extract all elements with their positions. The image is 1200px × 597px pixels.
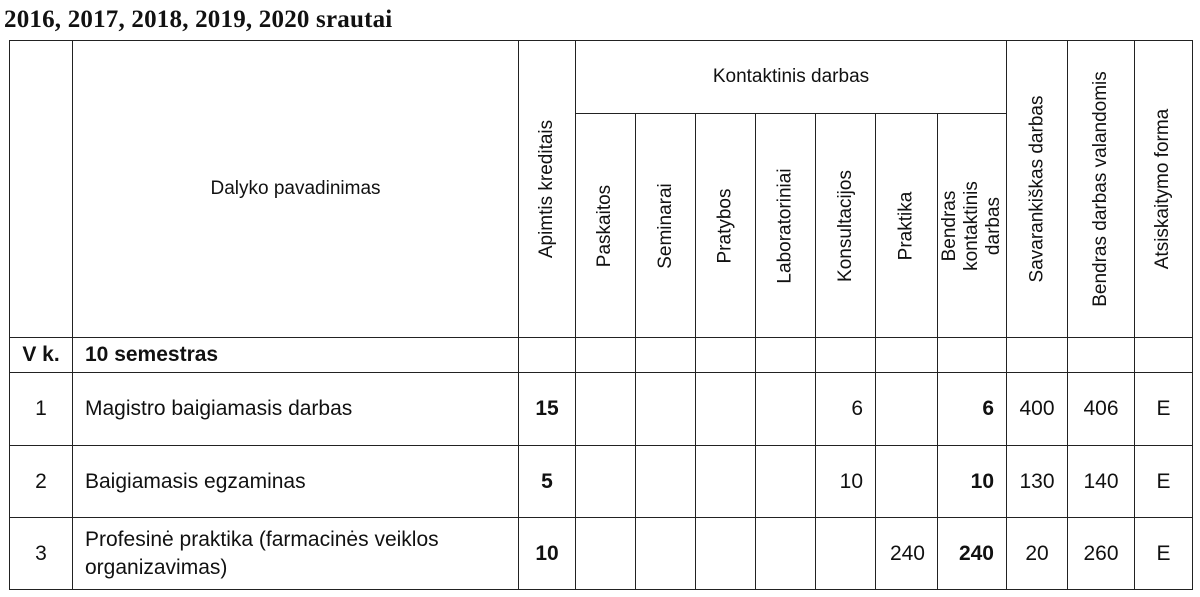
row-consultations (815, 517, 876, 590)
row-independent-text: 400 (1019, 397, 1055, 420)
header-lectures-label: Paskaitos (594, 184, 616, 267)
row-independent (1006, 517, 1068, 590)
header-subject-label: Dalyko pavadinimas (210, 178, 381, 199)
row-independent-text: 130 (1019, 469, 1055, 493)
row-total-hours-text: 260 (1083, 541, 1119, 565)
row-number (9, 517, 73, 590)
row-credits (518, 517, 576, 590)
row-credits-text: 5 (541, 469, 553, 493)
row-total-hours (1067, 445, 1135, 518)
row-seminars (635, 445, 696, 518)
header-total-contact-label: Bendras kontaktinis darbas (939, 180, 1004, 271)
row-credits (518, 445, 576, 518)
row-total-contact (937, 445, 1007, 518)
row-total-hours (1067, 517, 1135, 590)
header-credits (518, 40, 576, 338)
row-assessment-text: E (1156, 469, 1171, 493)
row-consultations (815, 372, 876, 446)
header-number-cell (9, 40, 73, 338)
row-total-hours (1067, 372, 1135, 446)
header-practice (875, 113, 938, 338)
header-seminars-label: Seminarai (654, 182, 676, 269)
header-total-hours (1067, 40, 1135, 338)
row-subject (72, 372, 519, 446)
header-total-hours-label: Bendras darbas valandomis (1090, 71, 1111, 307)
section-empty-cell (695, 337, 756, 373)
row-practice-text: 240 (889, 541, 925, 565)
section-name-text: 10 semestras (85, 343, 219, 366)
row-number-text: 3 (35, 541, 47, 565)
section-empty-cell (875, 337, 938, 373)
row-credits (518, 372, 576, 446)
row-total-hours-text: 140 (1083, 469, 1119, 493)
section-name (72, 337, 519, 373)
section-label-text: V k. (22, 343, 60, 366)
row-consultations-text: 10 (839, 469, 863, 493)
section-empty-cell (755, 337, 816, 373)
curriculum-table (9, 40, 1193, 590)
row-subject (72, 445, 519, 518)
row-labs (755, 517, 816, 590)
header-lectures (575, 113, 636, 338)
row-total-contact (937, 517, 1007, 590)
row-assessment-text: E (1156, 541, 1171, 565)
row-consultations (815, 445, 876, 518)
row-subject (72, 517, 519, 590)
row-labs (755, 445, 816, 518)
header-practice-label: Praktika (895, 191, 917, 260)
row-lectures (575, 372, 636, 446)
row-total-contact-text: 10 (970, 469, 994, 493)
row-assessment (1134, 372, 1193, 446)
header-labs-label: Laboratoriniai (774, 167, 796, 284)
row-seminars (635, 372, 696, 446)
header-exercises-label: Pratybos (714, 188, 736, 263)
header-independent-label: Savarankiškas darbas (1026, 95, 1047, 283)
row-exercises (695, 372, 756, 446)
row-practice (875, 517, 938, 590)
section-empty-cell (1134, 337, 1193, 373)
row-credits-text: 10 (535, 541, 559, 565)
header-independent (1006, 40, 1068, 338)
section-empty-cell (937, 337, 1007, 373)
row-total-contact-text: 6 (982, 397, 994, 420)
header-assessment-label: Atsiskaitymo forma (1152, 108, 1174, 270)
page-title: 2016, 2017, 2018, 2019, 2020 srautai (4, 6, 393, 33)
row-independent-text: 20 (1025, 541, 1049, 565)
section-empty-cell (518, 337, 576, 373)
row-assessment-text: E (1156, 397, 1171, 420)
section-empty-cell (575, 337, 636, 373)
row-number-text: 1 (35, 397, 47, 420)
row-labs (755, 372, 816, 446)
header-subject (72, 40, 519, 338)
header-consultations (815, 113, 876, 338)
row-independent (1006, 445, 1068, 518)
header-exercises (695, 113, 756, 338)
row-practice (875, 372, 938, 446)
header-total-contact (937, 113, 1007, 338)
section-empty-cell (1006, 337, 1068, 373)
section-empty-cell (1067, 337, 1135, 373)
row-assessment (1134, 517, 1193, 590)
section-empty-cell (815, 337, 876, 373)
row-subject-text: Magistro baigiamasis darbas (85, 397, 353, 420)
row-consultations-text: 6 (851, 397, 863, 420)
row-number (9, 445, 73, 518)
row-lectures (575, 445, 636, 518)
row-exercises (695, 445, 756, 518)
header-assessment (1134, 40, 1193, 338)
header-consultations-label: Konsultacijos (834, 169, 856, 282)
row-number-text: 2 (35, 469, 47, 493)
row-exercises (695, 517, 756, 590)
row-seminars (635, 517, 696, 590)
row-subject-text: Baigiamasis egzaminas (85, 469, 306, 493)
header-contact-group-label: Kontaktinis darbas (712, 66, 870, 87)
header-labs (755, 113, 816, 338)
row-total-hours-text: 406 (1083, 397, 1119, 420)
section-label (9, 337, 73, 373)
row-total-contact-text: 240 (958, 541, 994, 565)
header-credits-label: Apimtis kreditais (536, 119, 558, 259)
row-subject-text: Profesinė praktika (farmacinės veiklos organizavimas) (85, 527, 439, 579)
row-total-contact (937, 372, 1007, 446)
row-assessment (1134, 445, 1193, 518)
row-credits-text: 15 (535, 397, 559, 420)
section-empty-cell (635, 337, 696, 373)
row-independent (1006, 372, 1068, 446)
header-contact-group (575, 40, 1007, 114)
row-practice (875, 445, 938, 518)
row-number (9, 372, 73, 446)
row-lectures (575, 517, 636, 590)
header-seminars (635, 113, 696, 338)
